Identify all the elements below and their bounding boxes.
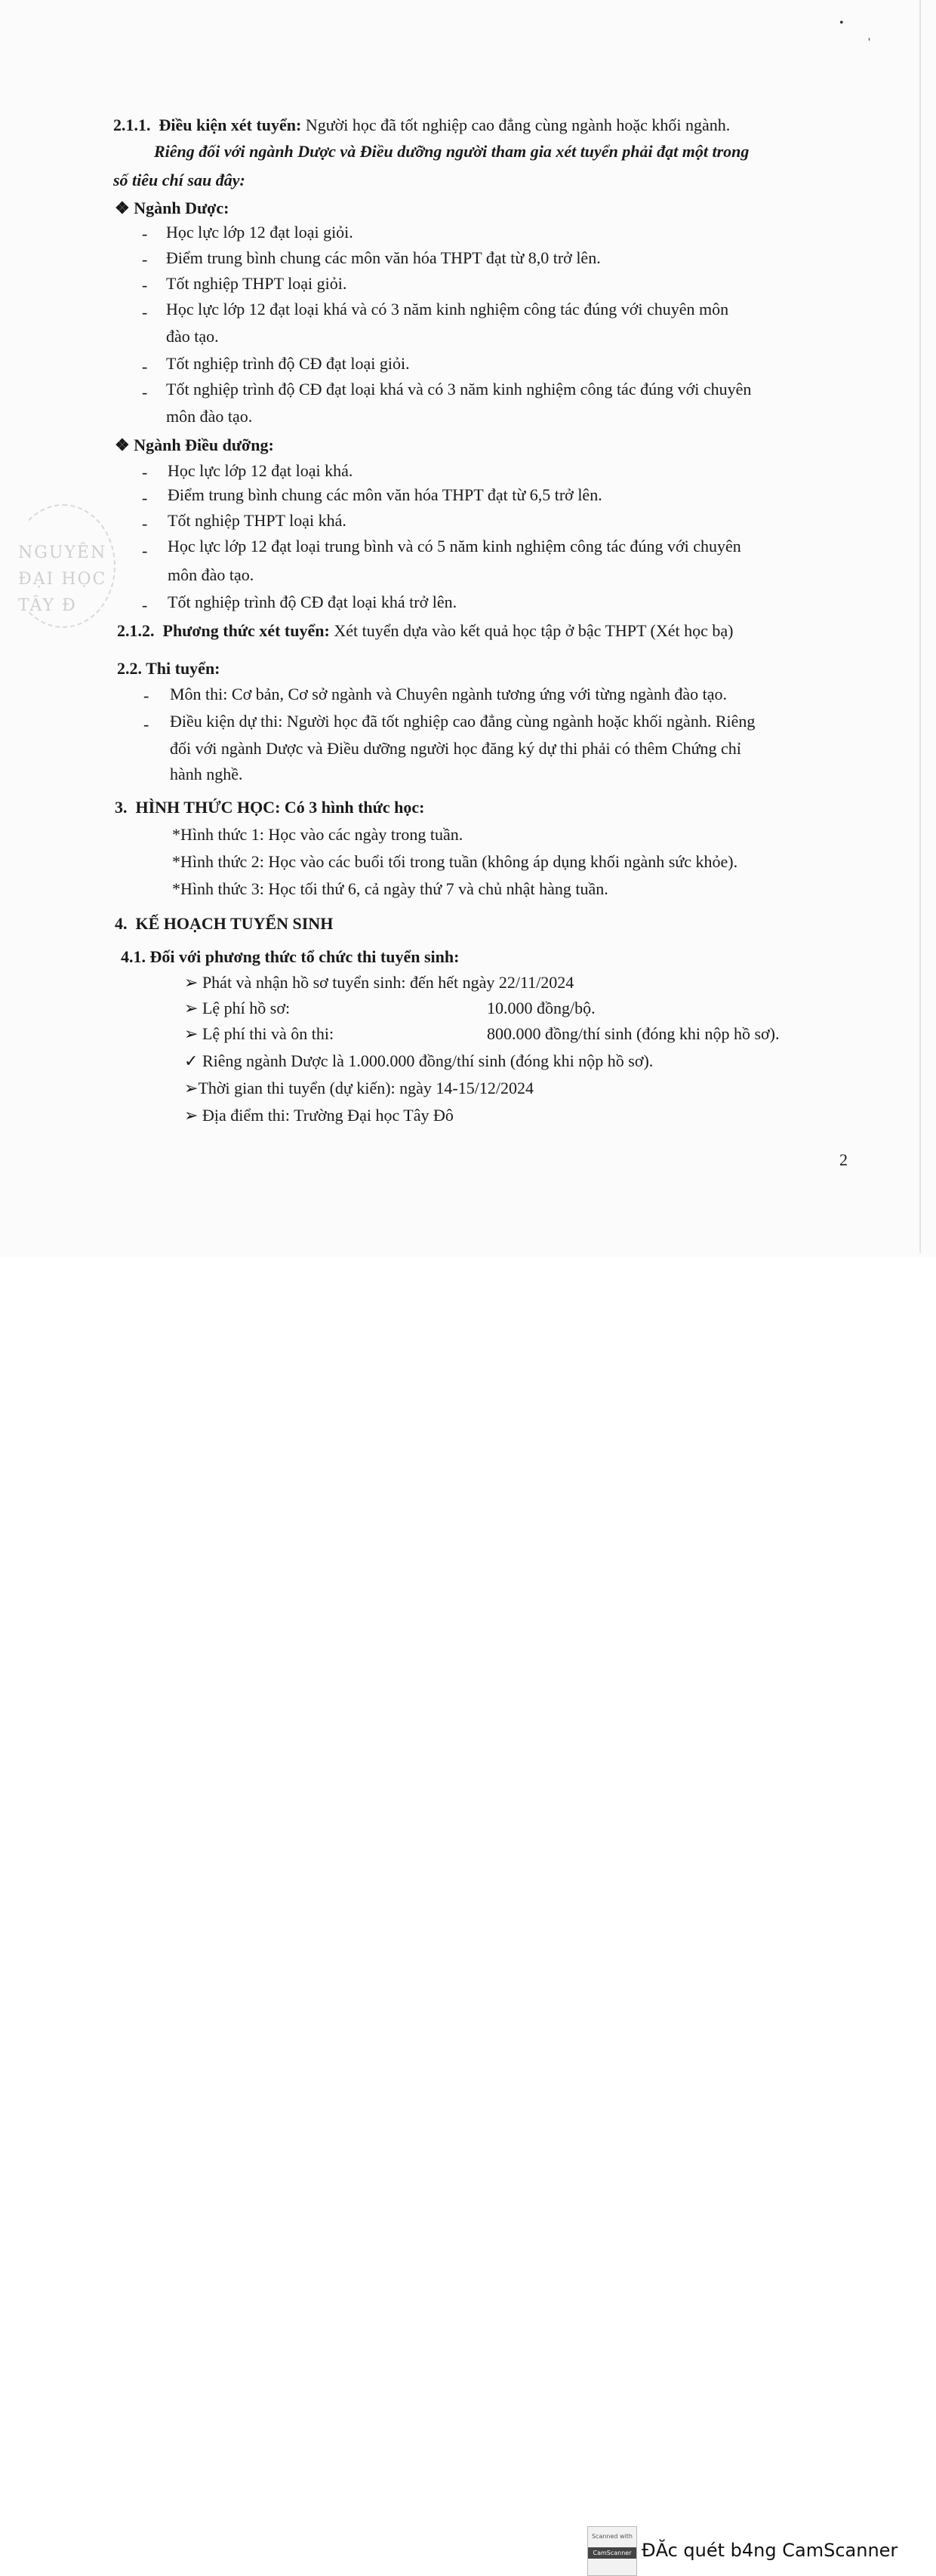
exam-item: Môn thi: Cơ bản, Cơ sở ngành và Chuyên ngành tương ứng với từng ngành đào tạo. <box>170 685 727 703</box>
camscanner-logo: Scanned with CamScanner <box>587 2526 637 2576</box>
dash-bullet-icon: - <box>142 303 148 322</box>
pharmacy-item: Học lực lớp 12 đạt loại giỏi. <box>166 223 353 242</box>
dash-bullet-icon: - <box>142 224 148 243</box>
application-fee-value: 10.000 đồng/bộ. <box>487 999 596 1017</box>
plan-item-pharmacy-fee: ✓ Riêng ngành Dược là 1.000.000 đồng/thí sinh (đóng khi nộp hồ sơ). <box>184 1051 654 1070</box>
dash-bullet-icon: - <box>142 463 148 482</box>
study-mode-item: *Hình thức 1: Học vào các ngày trong tuần. <box>172 825 463 844</box>
nursing-heading: ❖ Ngành Điều dưỡng: <box>115 435 274 454</box>
stamp-text: NGUYÊN <box>18 543 107 562</box>
exam-item-cont: đối với ngành Dược và Điều dưỡng người học đăng ký dự thi phải có thêm Chứng chỉ <box>170 739 741 758</box>
arrow-bullet-icon: ➢ <box>184 1024 199 1043</box>
arrow-bullet-icon: ➢ <box>184 1106 199 1125</box>
arrow-bullet-icon: ➢ <box>184 973 199 992</box>
plan-item-application-fee: ➢ Lệ phí hồ sơ: <box>184 999 291 1017</box>
stamp-text: ĐẠI HỌC <box>18 570 107 589</box>
scan-edge <box>919 0 921 1253</box>
nursing-item: Học lực lớp 12 đạt loại trung bình và có 5 năm kinh nghiệm công tác đúng với chuyên <box>168 537 741 556</box>
camscanner-caption: ĐĂc quét b4ng CamScanner <box>642 2540 898 2561</box>
heading-2-1-2: 2.1.2. Phương thức xét tuyển: Xét tuyển dựa vào kết quả học tập ở bậc THPT (Xét học bạ) <box>117 621 734 640</box>
pharmacy-heading: ❖ Ngành Dược: <box>115 199 229 217</box>
dash-bullet-icon: - <box>142 488 148 507</box>
plan-item-location: ➢ Địa điểm thi: Trường Đại học Tây Đô <box>184 1106 454 1125</box>
nursing-item: Điểm trung bình chung các môn văn hóa THPT đạt từ 6,5 trở lên. <box>168 485 602 504</box>
diamond-bullet-icon: ❖ <box>115 435 130 454</box>
nursing-item: Tốt nghiệp trình độ CĐ đạt loại khá trở lên. <box>168 592 457 611</box>
pharmacy-item-cont: môn đào tạo. <box>166 407 253 426</box>
special-note-line2: số tiêu chí sau đây: <box>113 171 245 189</box>
arrow-bullet-icon: ➢ <box>184 999 199 1017</box>
heading-4: 4. KẾ HOẠCH TUYỂN SINH <box>115 914 334 933</box>
special-note-line1: Riêng đối với ngành Dược và Điều dưỡng người tham gia xét tuyển phải đạt một trong <box>154 142 750 161</box>
pharmacy-item: Tốt nghiệp trình độ CĐ đạt loại khá và có 3 năm kinh nghiệm công tác đúng với chuyên <box>166 380 752 399</box>
arrow-bullet-icon: ➢ <box>184 1079 199 1097</box>
dash-bullet-icon: - <box>143 715 149 734</box>
dash-bullet-icon: - <box>142 357 148 376</box>
scanned-page <box>0 0 936 1260</box>
pharmacy-item-cont: đào tạo. <box>166 327 219 346</box>
dash-bullet-icon: - <box>142 275 148 294</box>
dash-bullet-icon: - <box>142 514 148 533</box>
dash-bullet-icon: - <box>142 250 148 269</box>
nursing-item-cont: môn đào tạo. <box>168 565 254 584</box>
exam-item: Điều kiện dự thi: Người học đã tốt nghiệp cao đẳng cùng ngành hoặc khối ngành. Riêng <box>170 712 756 731</box>
check-bullet-icon: ✓ <box>184 1051 199 1070</box>
pharmacy-item: Tốt nghiệp trình độ CĐ đạt loại giỏi. <box>166 354 410 373</box>
nursing-item: Học lực lớp 12 đạt loại khá. <box>168 461 353 480</box>
heading-2-2: 2.2. Thi tuyển: <box>117 659 220 678</box>
study-mode-item: *Hình thức 3: Học tối thứ 6, cả ngày thứ 7 và chủ nhật hàng tuần. <box>172 879 608 898</box>
pharmacy-item: Điểm trung bình chung các môn văn hóa THPT đạt từ 8,0 trở lên. <box>166 248 601 267</box>
plan-item-submission: ➢ Phát và nhận hồ sơ tuyển sinh: đến hết ngày 22/11/2024 <box>184 973 574 992</box>
pharmacy-item: Tốt nghiệp THPT loại giỏi. <box>166 274 347 293</box>
heading-3: 3. HÌNH THỨC HỌC: Có 3 hình thức học: <box>115 798 425 817</box>
dash-bullet-icon: - <box>143 686 149 705</box>
page-number: 2 <box>839 1150 848 1169</box>
stamp-text: TÂY Đ <box>18 596 77 615</box>
dash-bullet-icon: - <box>142 596 148 614</box>
dash-bullet-icon: - <box>142 541 148 560</box>
scan-speck: • <box>839 17 844 29</box>
pharmacy-item: Học lực lớp 12 đạt loại khá và có 3 năm kinh nghiệm công tác đúng với chuyên môn <box>166 300 729 319</box>
dash-bullet-icon: - <box>142 383 148 402</box>
exam-fee-value: 800.000 đồng/thí sinh (đóng khi nộp hồ sơ). <box>487 1024 780 1043</box>
nursing-item: Tốt nghiệp THPT loại khá. <box>168 511 346 530</box>
plan-item-exam-fee: ➢ Lệ phí thi và ôn thi: <box>184 1024 334 1043</box>
heading-2-1-1: 2.1.1. Điều kiện xét tuyển: Người học đã tốt nghiệp cao đẳng cùng ngành hoặc khối ngành. <box>113 115 731 134</box>
scan-speck: ' <box>868 36 870 49</box>
study-mode-item: *Hình thức 2: Học vào các buổi tối trong tuần (không áp dụng khối ngành sức khỏe). <box>172 852 738 871</box>
scanner-watermark <box>0 1257 936 2561</box>
heading-4-1: 4.1. Đối với phương thức tổ chức thi tuyển sinh: <box>121 947 460 966</box>
exam-item-cont: hành nghề. <box>170 765 243 783</box>
plan-item-exam-date: ➢Thời gian thi tuyển (dự kiến): ngày 14-15/12/2024 <box>184 1079 534 1097</box>
diamond-bullet-icon: ❖ <box>115 199 130 217</box>
